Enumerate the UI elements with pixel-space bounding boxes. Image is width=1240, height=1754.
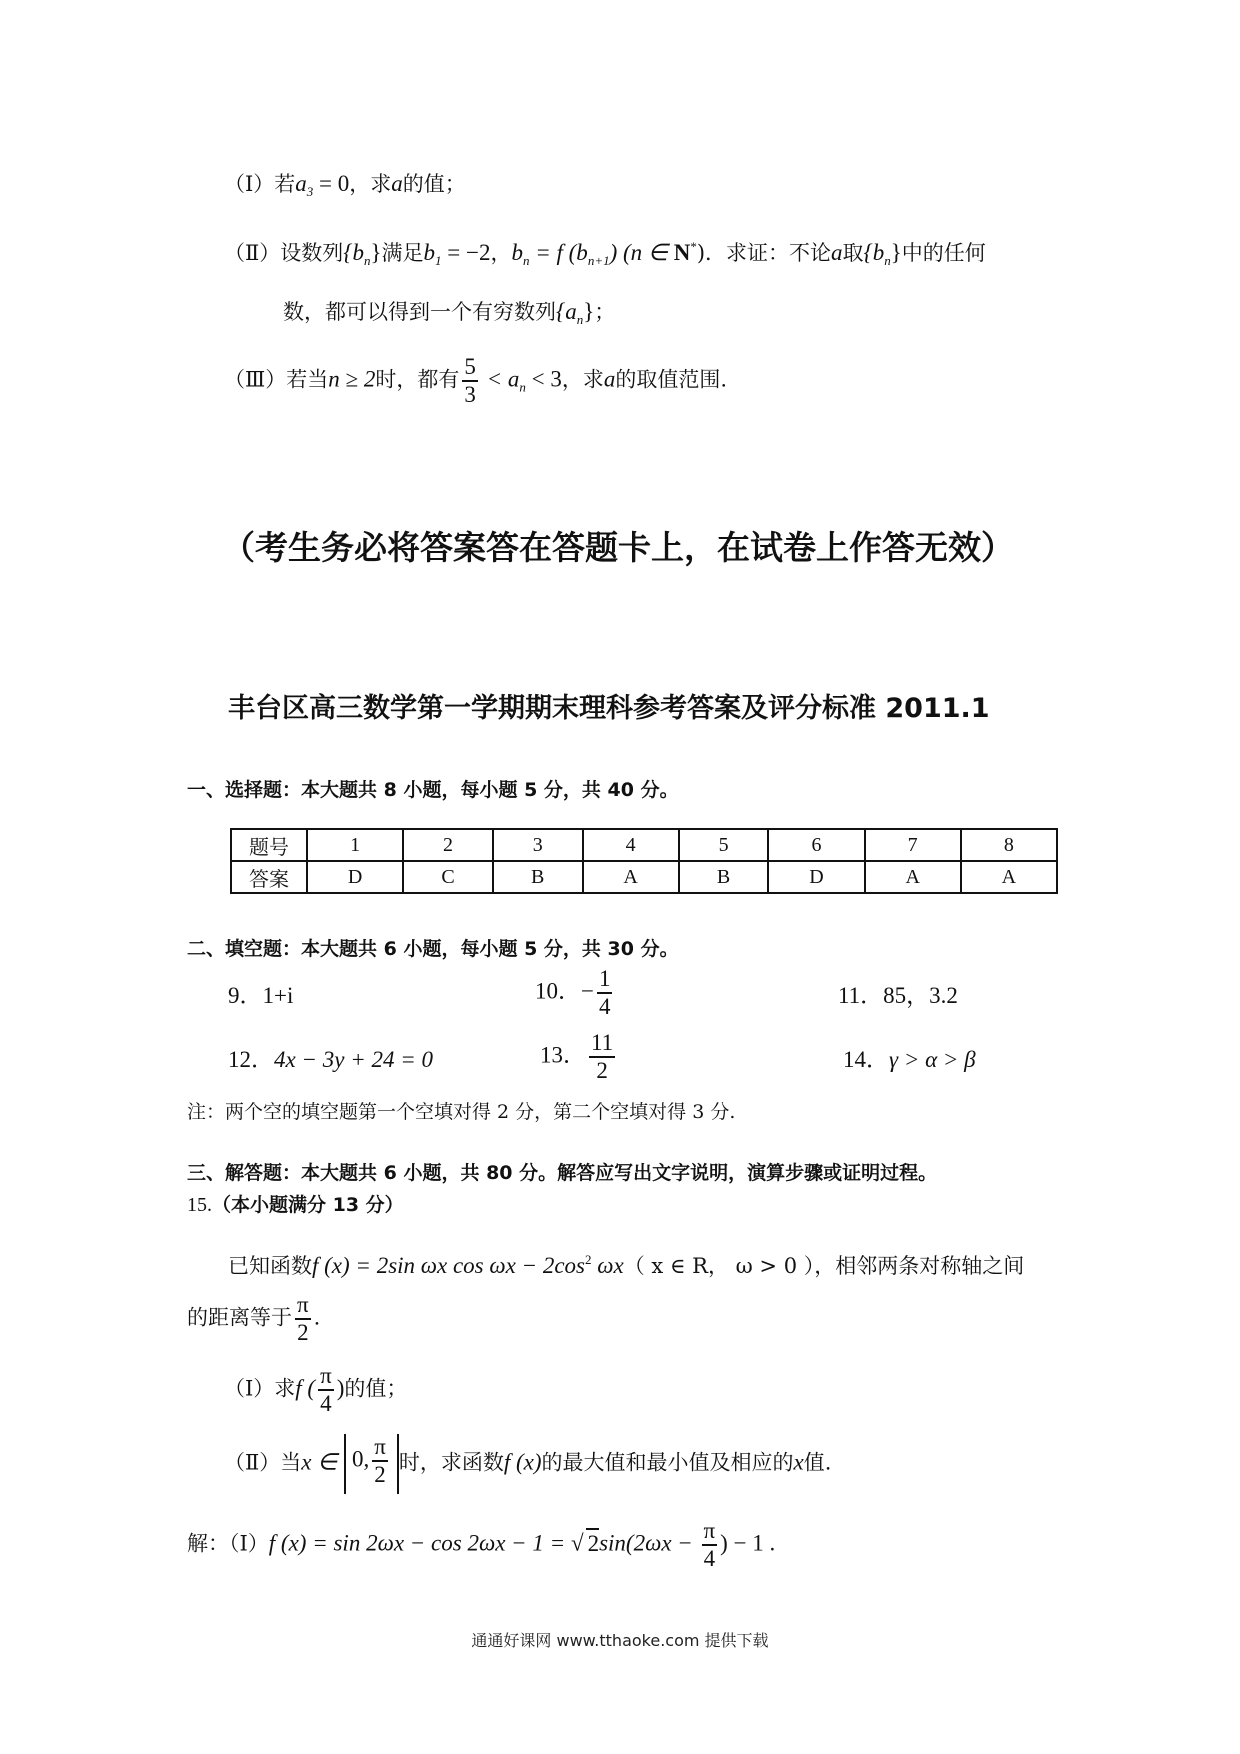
text: ， [490, 241, 512, 265]
part-2-continued [283, 298, 615, 334]
question-number: 15. [187, 1194, 212, 1216]
answer-key-title: 丰台区高三数学第一学期期末理科参考答案及评分标准 2011.1 [228, 693, 990, 724]
table-cell: D [307, 861, 403, 893]
text: 已知函数 [228, 1254, 312, 1278]
math: x ∈ [301, 1449, 338, 1475]
math: ωx [591, 1253, 624, 1278]
text: ，求 [561, 367, 604, 392]
denominator: 4 [703, 1546, 716, 1571]
denominator: 2 [596, 1058, 608, 1083]
fraction [589, 1030, 615, 1084]
part-2 [224, 233, 986, 275]
fraction [462, 354, 478, 408]
item-answer: 1+i [262, 983, 294, 1008]
table-cell: A [865, 861, 961, 893]
text: 中的任何 [901, 241, 986, 265]
text: 的取值范围. [615, 367, 728, 392]
math: f (x) = sin 2ωx − cos 2ωx − 1 = [268, 1530, 571, 1556]
math: 0, [351, 1446, 370, 1472]
text: ，求 [349, 172, 392, 196]
superscript: * [690, 239, 697, 254]
part-label: （Ⅱ） [224, 241, 281, 265]
fraction [597, 966, 613, 1020]
math: ) (n ∈ [609, 240, 674, 265]
text: 的最大值和最小值及相应的 [541, 1450, 794, 1475]
table-cell: C [403, 861, 493, 893]
numerator: π [295, 1292, 311, 1320]
text: 取 [842, 241, 864, 265]
table-cell: A [583, 861, 679, 893]
math: = f (b [529, 240, 588, 265]
math: ) − 1 . [720, 1530, 776, 1556]
table-cell: B [493, 861, 583, 893]
text: 时，求函数 [398, 1450, 504, 1475]
text: 值. [803, 1450, 832, 1475]
item-number: 9． [228, 983, 263, 1008]
table-cell: 4 [583, 829, 679, 861]
fraction [318, 1363, 334, 1417]
table-cell: 7 [865, 829, 961, 861]
fraction [295, 1292, 311, 1346]
text: 设数列 [280, 241, 344, 265]
math: sin(2ωx − [599, 1530, 699, 1556]
fill-item-11 [838, 982, 958, 1010]
denominator: 4 [598, 994, 611, 1019]
part-label: （Ⅲ） [224, 367, 287, 392]
sqrt-radicand: 2 [586, 1528, 600, 1558]
table-row-numbers [231, 829, 1057, 861]
table-cell: A [961, 861, 1057, 893]
item-number: 14． [843, 1047, 889, 1072]
question-15-heading [187, 1190, 404, 1217]
denominator: 2 [297, 1320, 309, 1345]
math: b [511, 240, 523, 265]
item-number: 12． [228, 1047, 274, 1072]
fill-item-13 [540, 1030, 618, 1084]
subscript: n [519, 379, 526, 395]
text: )．求证：不论 [696, 241, 832, 265]
subscript: n+1 [587, 253, 610, 268]
table-row-answers [231, 861, 1057, 893]
text: 满足 [381, 241, 424, 265]
numerator: π [318, 1363, 334, 1391]
fraction [702, 1518, 718, 1572]
minus-sign: − [581, 978, 594, 1004]
part-3 [224, 354, 727, 408]
table-cell: B [679, 861, 769, 893]
item-answer: 85，3.2 [883, 983, 958, 1008]
page-footer: 通通好课网 www.tthaoke.com 提供下载 [471, 1631, 769, 1650]
numerator: 5 [462, 354, 478, 382]
math: a [391, 171, 403, 196]
denominator: 2 [374, 1462, 386, 1487]
row-label: 答案 [231, 861, 307, 893]
table-cell: 3 [493, 829, 583, 861]
math: N [673, 240, 691, 265]
text: ； [594, 300, 616, 324]
table-cell: 6 [768, 829, 864, 861]
fill-item-9 [228, 982, 293, 1010]
numerator: 11 [589, 1030, 615, 1058]
subscript: 1 [435, 253, 442, 268]
math: a [603, 366, 616, 392]
numerator: 1 [597, 966, 613, 994]
math: a [831, 240, 843, 265]
question-15-part-1 [224, 1363, 407, 1417]
text: （ x ∈ R， ω > 0 ），相邻两条对称轴之间 [623, 1254, 1025, 1278]
text: 若当 [286, 367, 329, 392]
item-number: 10． [535, 978, 581, 1004]
item-answer: 4x − 3y + 24 = 0 [274, 1047, 433, 1072]
math: {a [556, 299, 577, 324]
part-1 [224, 170, 466, 206]
subscript: n [522, 253, 530, 268]
math: {b [343, 240, 364, 265]
row-label: 题号 [231, 829, 307, 861]
section-3-heading: 三、解答题：本大题共 6 小题，共 80 分。解答应写出文字说明，演算步骤或证明过程。 [187, 1162, 938, 1184]
item-answer: γ > α > β [889, 1047, 976, 1072]
math: } [890, 240, 902, 265]
math: = 0 [313, 171, 350, 196]
text: 时，都有 [375, 367, 460, 392]
text: 的值； [344, 1376, 408, 1401]
fill-item-14 [843, 1046, 976, 1074]
question-15-stem-cont [187, 1292, 320, 1346]
denominator: 4 [320, 1391, 332, 1416]
numerator: π [702, 1518, 718, 1546]
item-number: 11． [838, 983, 884, 1008]
closed-interval [344, 1434, 399, 1494]
math: n ≥ 2 [328, 366, 376, 392]
section-2-note: 注：两个空的填空题第一个空填对得 2 分，第二个空填对得 3 分. [187, 1101, 736, 1123]
section-2-heading: 二、填空题：本大题共 6 小题，每小题 5 分，共 30 分。 [187, 938, 679, 960]
math: {b [863, 240, 885, 265]
section-1-heading: 一、选择题：本大题共 8 小题，每小题 5 分，共 40 分。 [187, 779, 679, 801]
fill-item-12 [228, 1046, 433, 1074]
question-score: （本小题满分 13 分） [212, 1194, 404, 1216]
solution-label: 解：（Ⅰ） [187, 1531, 269, 1556]
item-number: 13． [540, 1042, 586, 1068]
text: 若 [274, 172, 296, 196]
exam-notice: （考生务必将答案答在答题卡上，在试卷上作答无效） [222, 528, 1014, 567]
subscript: n [884, 253, 891, 268]
sqrt-symbol: √ [570, 1530, 584, 1556]
text: 当 [280, 1450, 302, 1475]
text: 的距离等于 [187, 1305, 292, 1330]
numerator: π [372, 1434, 388, 1462]
table-cell: 8 [961, 829, 1057, 861]
math: x [793, 1449, 804, 1475]
text: 求 [274, 1376, 296, 1401]
question-15-stem [228, 1246, 1024, 1280]
question-15-part-2 [224, 1434, 831, 1494]
math: a [295, 171, 307, 196]
math: < a [480, 366, 520, 392]
part-label: （Ⅰ） [224, 172, 275, 196]
text: . [313, 1305, 321, 1330]
table-cell: D [768, 861, 864, 893]
subscript: n [363, 253, 371, 268]
math: } [370, 240, 382, 265]
fraction [372, 1434, 388, 1488]
math: < 3 [525, 366, 562, 392]
solution-part-1 [187, 1518, 775, 1572]
answer-table [230, 828, 1058, 894]
math: = −2 [441, 240, 491, 265]
subscript: n [576, 312, 584, 327]
math: b [423, 240, 436, 265]
math: } [583, 299, 595, 324]
math: f ( [295, 1375, 316, 1401]
part-label: （Ⅰ） [224, 1376, 275, 1401]
part-label: （Ⅱ） [224, 1450, 281, 1475]
table-cell: 5 [679, 829, 769, 861]
denominator: 3 [464, 382, 476, 407]
text: 的值； [402, 172, 466, 196]
table-cell: 2 [403, 829, 493, 861]
fill-item-10 [535, 966, 615, 1020]
math: f (x) = 2sin ωx cos ωx − 2cos [312, 1253, 586, 1278]
text: 数，都可以得到一个有穷数列 [283, 300, 556, 324]
math: f (x) [503, 1449, 542, 1475]
math: ) [336, 1375, 345, 1401]
table-cell: 1 [307, 829, 403, 861]
subscript: 3 [306, 184, 314, 199]
superscript: 2 [585, 1252, 592, 1267]
